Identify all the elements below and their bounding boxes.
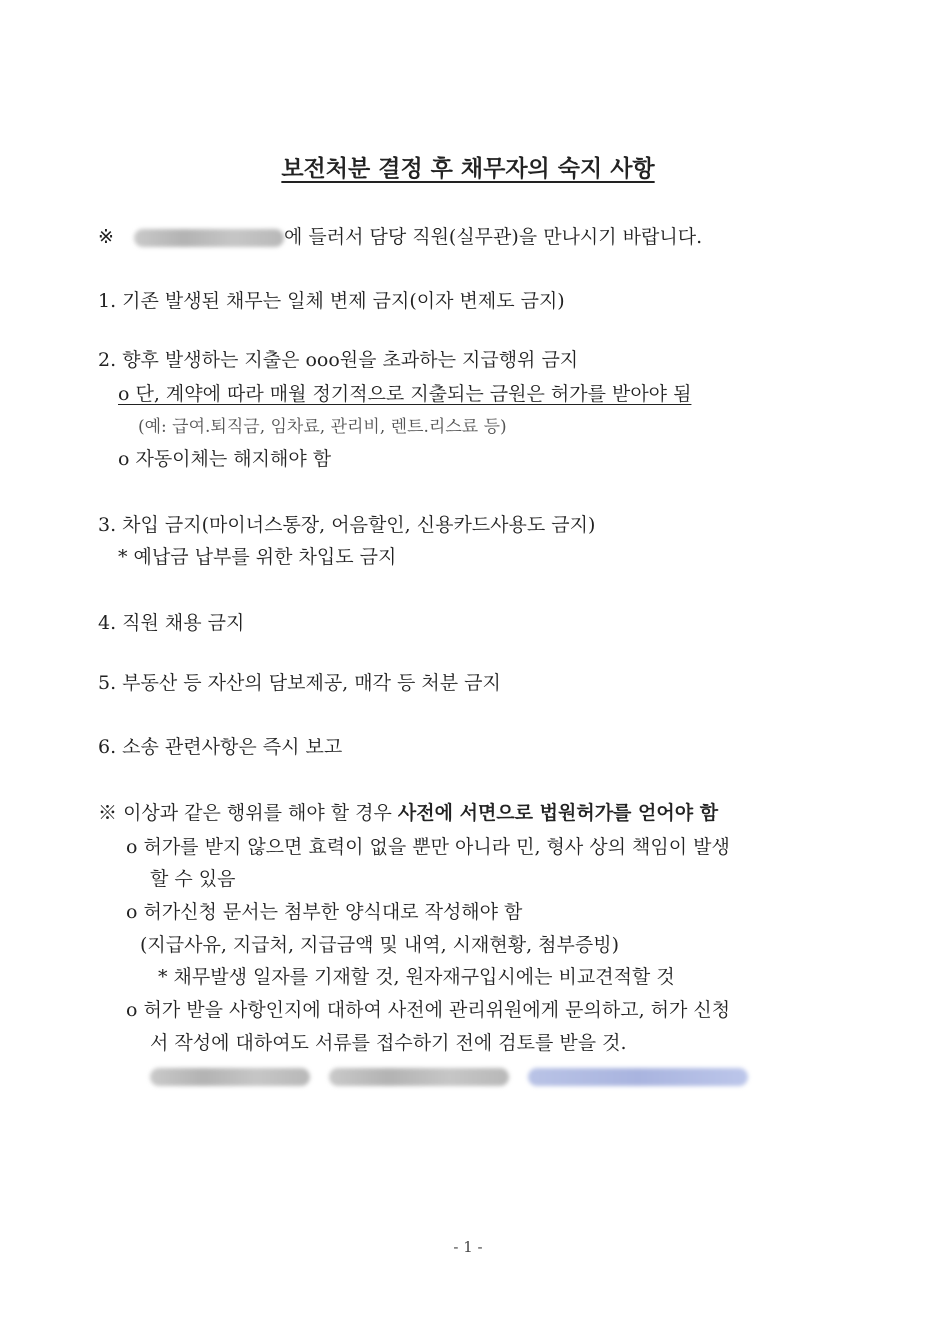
item-6: 6. 소송 관련사항은 즉시 보고 (98, 736, 343, 758)
intro-text: 에 들러서 담당 직원(실무관)을 만나시기 바랍니다. (283, 226, 703, 248)
notice-text: 이상과 같은 행위를 해야 할 경우 (123, 802, 392, 824)
notice-sub-3-cont: 서 작성에 대하여도 서류를 접수하기 전에 검토를 받을 것. (150, 1032, 627, 1054)
item-5: 5. 부동산 등 자산의 담보제공, 매각 등 처분 금지 (98, 672, 501, 694)
redacted-contact-name (150, 1068, 310, 1086)
notice-emphasis: 사전에 서면으로 법원허가를 얻어야 함 (397, 802, 719, 824)
redacted-location (134, 229, 284, 247)
page-number: - 1 - (453, 1238, 483, 1256)
page-title: 보전처분 결정 후 채무자의 숙지 사항 (281, 155, 655, 182)
item-2-example-note: (예: 급여.퇴직금, 임차료, 관리비, 렌트.리스료 등) (138, 417, 507, 437)
notice-sub-2: o 허가신청 문서는 첨부한 양식대로 작성해야 함 (126, 901, 523, 923)
redacted-contact-phone (329, 1068, 509, 1086)
item-2-sub-1: o 단, 계약에 따라 매월 정기적으로 지출되는 금원은 허가를 받아야 됨 (118, 383, 692, 405)
item-3: 3. 차입 금지(마이너스통장, 어음할인, 신용카드사용도 금지) (98, 514, 596, 536)
notice-sub-3: o 허가 받을 사항인지에 대하여 사전에 관리위원에게 문의하고, 허가 신청 (126, 999, 731, 1021)
item-2: 2. 향후 발생하는 지출은 ooo원을 초과하는 지급행위 금지 (98, 349, 579, 371)
item-1: 1. 기존 발생된 채무는 일체 변제 금지(이자 변제도 금지) (98, 290, 565, 312)
notice-sub-1: o 허가를 받지 않으면 효력이 없을 뿐만 아니라 민, 형사 상의 책임이 발생 (126, 836, 730, 858)
notice-line (98, 800, 718, 826)
redacted-contact (150, 1066, 748, 1086)
reference-mark: ※ (98, 226, 114, 248)
notice-sub-2-note: (지급사유, 지급처, 지급금액 및 내역, 시재현황, 첨부증빙) (140, 934, 620, 956)
notice-sub-2-star: * 채무발생 일자를 기재할 것, 원자재구입시에는 비교견적할 것 (158, 966, 675, 988)
notice-mark: ※ (98, 802, 118, 824)
item-4: 4. 직원 채용 금지 (98, 612, 245, 634)
notice-sub-1-cont: 할 수 있음 (150, 868, 236, 890)
intro-line (98, 224, 702, 250)
redacted-contact-email (528, 1068, 748, 1086)
item-3-note: * 예납금 납부를 위한 차입도 금지 (118, 546, 397, 568)
item-2-sub-2: o 자동이체는 해지해야 함 (118, 448, 332, 470)
